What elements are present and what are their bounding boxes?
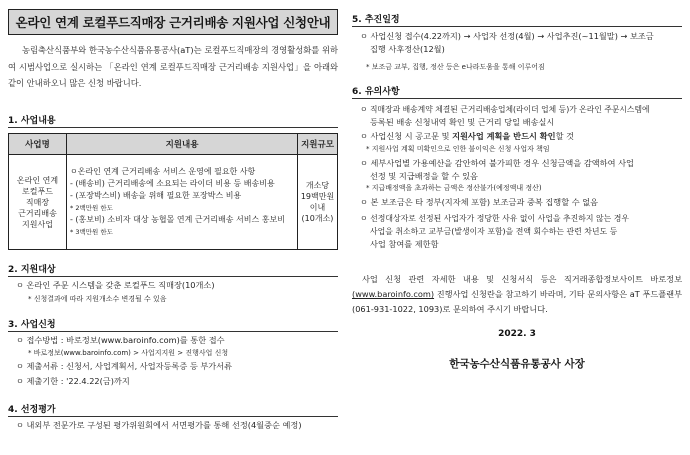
section-2-note: * 신청결과에 따라 지원개소수 변경될 수 있음 <box>28 295 167 303</box>
section-3-divider <box>8 331 338 332</box>
table-header-content: 지원내용 <box>67 134 298 155</box>
section-5-heading: 5. 추진일정 <box>352 15 400 25</box>
section-5-bullet-line-2: 집행 사후정산(12월) <box>370 44 445 54</box>
table-header-name: 사업명 <box>9 134 67 155</box>
section-6-bullet-5-line-1: ㅇ 선정대상자로 선정된 사업자가 정당한 사유 없이 사업을 추진하지 않는 경우 <box>360 214 629 223</box>
program-content-cell: ㅇ온라인 연계 근거리배송 서비스 운영에 필요한 사항 - (배송비) 근거리배송에 소요되는 라이더 비용 등 배송비용 - (포장박스비) 배송을 위해 필요한 포장박스 비용 * 2백만원 한도 - (홍보비) 소비자 대상 농협몰 연계 근거리배송 서비스 홍보비 * 3백만원 한도 <box>67 155 298 250</box>
program-name-cell: 온라인 연계 로컬푸드 직매장 근거리배송 지원사업 <box>9 155 67 250</box>
section-6-bullet-1-line-2: 등록된 배송 신청내역 확인 및 근거리 당일 배송실시 <box>370 117 555 127</box>
section-3-bullet-1: ㅇ 접수방법 : 바로정보(www.baroinfo.com)를 통한 접수 <box>16 335 225 345</box>
section-6-note-1: * 지원사업 계획 미확인으로 인한 불이익은 신청 사업자 책임 <box>366 145 550 153</box>
contact-paragraph: 사업 신청 관련 자세한 내용 및 신청서식 등은 직거래종합정보사이트 바로정보(www.baroinfo.com) 진행사업 신청란을 참고하기 바라며, 기타 문의사항은 aT 푸드플랜부(061-931-1022, 1093)로 문의하여 주시기 바랍니다. <box>352 274 682 314</box>
section-6-bullet-4: ㅇ 본 보조금은 타 정부(지자체 포함) 보조금과 중복 집행할 수 없음 <box>360 197 599 207</box>
issue-date: 2022. 3 <box>498 329 536 339</box>
section-4-heading: 4. 선정평가 <box>8 405 56 415</box>
section-6-bullet-5-line-3: 사업 참여를 제한함 <box>370 239 439 249</box>
section-2-divider <box>8 276 338 277</box>
section-6-bullet-3-line-2: 선정 및 지급배정을 할 수 있음 <box>370 171 478 181</box>
issuer-name: 한국농수산식품유통공사 사장 <box>449 358 585 370</box>
section-6-bullet-2: ㅇ 사업신청 시 공고문 및 지원사업 계획을 반드시 확인할 것 <box>360 131 574 141</box>
section-3-bullet-3: ㅇ 제출기한 : '22.4.22(금)까지 <box>16 376 130 386</box>
section-5-bullet-line-1: ㅇ 사업신청 접수(4.22까지) → 사업자 선정(4월) → 사업추진(~11월말) → 보조금 <box>360 31 654 41</box>
section-6-divider <box>352 98 682 99</box>
section-6-bullet-3-line-1: ㅇ 세부사업별 가용예산을 감안하여 불가피한 경우 신청금액을 감액하여 사업 <box>360 158 634 168</box>
intro-paragraph: 농림축산식품부와 한국농수산식품유통공사(aT)는 로컬푸드직매장의 경영활성화를 위하여 시범사업으로 실시하는 「온라인 연계 로컬푸드직매장 근거리배송 지원사업」을 아래와 같이 안내하오니 많은 신청 바랍니다. <box>8 45 338 88</box>
section-6-note-2: * 지급배정액을 초과하는 금액은 정산불가(예정액내 정산) <box>366 184 542 192</box>
section-1-heading: 1. 사업내용 <box>8 116 56 126</box>
program-scale-cell: 개소당 19백만원 이내 (10개소) <box>298 155 338 250</box>
section-2-heading: 2. 지원대상 <box>8 265 56 275</box>
section-6-heading: 6. 유의사항 <box>352 87 400 97</box>
section-4-bullet: ㅇ 내외부 전문가로 구성된 평가위원회에서 서면평가를 통해 선정(4월중순 예정) <box>16 420 302 430</box>
section-2-bullet: ㅇ 온라인 주문 시스템을 갖춘 로컬푸드 직매장(10개소) <box>16 280 215 290</box>
section-3-bullet-2: ㅇ 제출서류 : 신청서, 사업계획서, 사업자등록증 등 부가서류 <box>16 361 233 371</box>
program-table <box>8 133 338 250</box>
section-3-note: * 바로정보(www.baroinfo.com) > 사업지지원 > 진행사업 신청 <box>28 349 229 357</box>
section-5-note: * 보조금 교부, 집행, 정산 등은 e나라도움을 통해 이루어짐 <box>366 63 545 71</box>
section-3-heading: 3. 사업신청 <box>8 320 56 330</box>
baroinfo-link[interactable]: (www.baroinfo.com) <box>352 289 435 299</box>
table-header-scale: 지원규모 <box>298 134 338 155</box>
section-6-bullet-1-line-1: ㅇ 직매장과 배송계약 체결된 근거리배송업체(라이더 업체 등)가 온라인 주문시스템에 <box>360 105 650 114</box>
page-title: 온라인 연계 로컬푸드직매장 근거리배송 지원사업 신청안내 <box>8 9 338 35</box>
section-5-divider <box>352 26 682 27</box>
section-1-divider <box>8 127 338 128</box>
section-4-divider <box>8 416 338 417</box>
section-6-bullet-5-line-2: 사업을 취소하고 교부금(발생이자 포함)을 전액 회수하는 관련 차년도 등 <box>370 227 618 236</box>
